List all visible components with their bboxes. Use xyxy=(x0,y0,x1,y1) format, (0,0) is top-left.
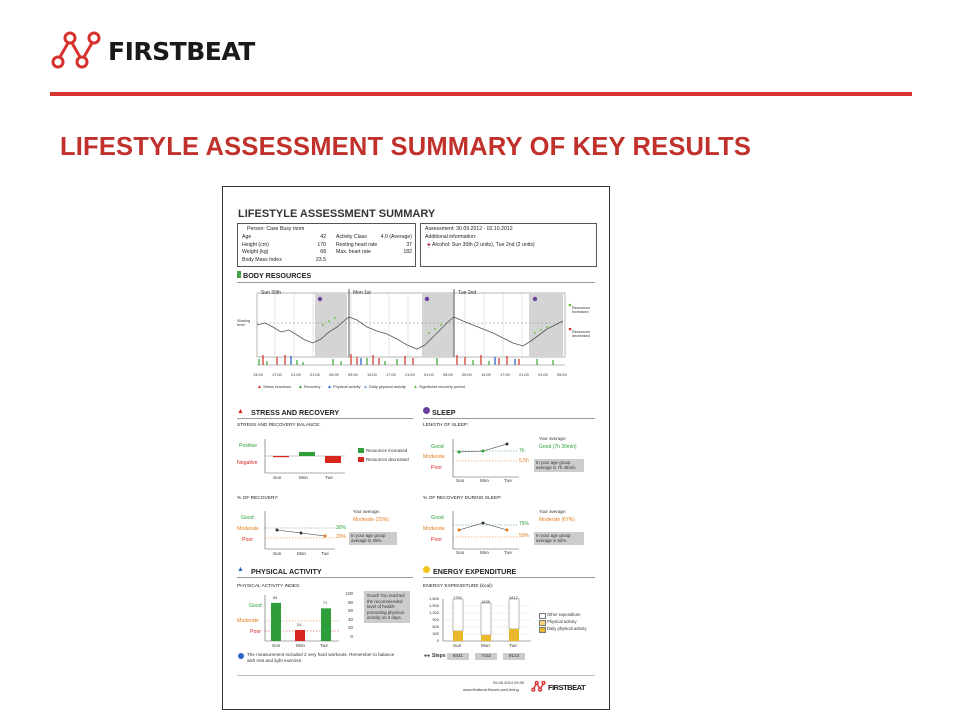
time-tick-label: 05:00 xyxy=(329,372,339,377)
steps-value: 8441 xyxy=(447,653,469,660)
balance-bar-sun xyxy=(273,456,289,457)
stress-recovery-rule xyxy=(237,418,413,419)
assessment-info-box xyxy=(420,223,597,267)
sleep-day-label: Tue xyxy=(504,478,512,483)
alcohol-info: Alcohol: Sun 30th (2 units), Tue 2nd (2 units) xyxy=(432,242,535,248)
sleep-recovery-chart xyxy=(451,509,521,553)
activity-day-label: Sun xyxy=(272,643,281,648)
energy-other-mon xyxy=(481,603,491,635)
legend-decreased-label: Resources decreased xyxy=(366,457,409,462)
brand-name: FIRSTBEAT xyxy=(108,37,255,66)
energy-legend-label: Other expenditure xyxy=(547,612,581,617)
energy-other-tue xyxy=(509,599,519,629)
time-tick-label: 17:00 xyxy=(500,372,510,377)
energy-axis-tick: 1,500 xyxy=(428,603,439,608)
time-tick-label: 21:00 xyxy=(405,372,415,377)
info-icon xyxy=(238,653,244,659)
sleep-avg-label: Your average: xyxy=(539,436,567,441)
sleep-recovery-label: % OF RECOVERY DURING SLEEP: xyxy=(423,496,502,501)
recovery-ref-low: 20% xyxy=(336,534,347,540)
balance-bar-mon xyxy=(299,452,315,456)
assessment-period: Assessment: 30.09.2012 - 02.10.2012 xyxy=(425,226,513,232)
positive-label: Positive xyxy=(239,443,258,449)
activity-note: Good! You reached the recommended level of health-promoting physical activity on 2 days. xyxy=(364,591,410,623)
recovery-level-poor: Poor xyxy=(242,537,253,543)
slide-title: LIFESTYLE ASSESSMENT SUMMARY OF KEY RESULTS xyxy=(60,133,752,161)
energy-rule xyxy=(423,577,595,578)
header-divider xyxy=(50,92,912,96)
person-attr-value: 42 xyxy=(320,234,326,240)
activity-bar-value: 24 xyxy=(297,622,302,627)
footer-date: 09.06.2014 09:30 xyxy=(493,680,525,685)
physical-activity-title: PHYSICAL ACTIVITY xyxy=(251,567,322,576)
person-attr-value: 68 xyxy=(320,249,326,255)
body-resources-day-tue: Tue 2nd xyxy=(458,290,477,296)
legend-decreased-swatch xyxy=(358,457,364,462)
footer-logo-icon xyxy=(531,680,547,693)
sleep-rec-point-tue xyxy=(506,529,509,532)
energy-total-label: 1628 xyxy=(481,599,490,604)
legend-item-label: Recovery xyxy=(304,384,321,389)
person-info-box xyxy=(237,223,416,267)
body-resources-day-sun: Sun 30th xyxy=(261,290,282,296)
legend-swatch: ▲ xyxy=(327,384,332,390)
energy-day-label: Sun xyxy=(453,643,462,648)
legend-item-label: Physical activity xyxy=(333,384,361,389)
activity-bar-value: 83 xyxy=(273,595,278,600)
time-tick-label: 17:00 xyxy=(272,372,282,377)
sleep-recovery-day-label: Tue xyxy=(504,550,512,555)
activity-index-label: PHYSICAL ACTIVITY INDEX: xyxy=(237,584,301,589)
activity-axis-tick: 0 xyxy=(350,633,353,639)
activity-chart xyxy=(263,593,343,645)
stress-recovery-icon: ▲ xyxy=(237,408,244,415)
starting-level-label: Starting level xyxy=(237,319,251,327)
sleep-group-note: In your age group average is 7h 46min. xyxy=(534,459,584,472)
energy-daily-sun xyxy=(453,631,463,641)
body-resources-title: BODY RESOURCES xyxy=(243,271,312,280)
legend-increased-swatch xyxy=(358,448,364,453)
energy-legend-swatch xyxy=(539,613,546,619)
energy-other-sun xyxy=(453,599,463,631)
report-title: LIFESTYLE ASSESSMENT SUMMARY xyxy=(238,208,436,220)
steps-value: 7432 xyxy=(475,653,497,660)
balance-day-label: Sun xyxy=(273,475,282,480)
activity-level-good: Good xyxy=(249,603,262,609)
balance-day-label: Mon xyxy=(299,475,308,480)
sleep-rec-avg-value: Moderate (67%) xyxy=(539,517,575,523)
person-attr-label: Age xyxy=(242,234,252,240)
energy-daily-mon xyxy=(481,635,491,641)
sleep-recovery-day-label: Mon xyxy=(480,550,489,555)
activity-axis-tick: 100 xyxy=(345,591,353,596)
time-tick-label: 09:00 xyxy=(348,372,358,377)
recovery-day-label: Sun xyxy=(273,551,282,556)
activity-bar-mon xyxy=(295,630,305,641)
energy-total-label: 1812 xyxy=(509,595,518,600)
sleep-title: SLEEP xyxy=(432,408,456,417)
activity-day-label: Mon xyxy=(296,643,305,648)
activity-axis-tick: 80 xyxy=(348,599,353,605)
recovery-ref-high: 30% xyxy=(336,525,347,531)
person-attr-label: Body Mass Index xyxy=(242,256,282,263)
activity-bar-tue xyxy=(321,608,331,641)
legend-increased-label: Resources increased xyxy=(366,448,408,453)
activity-day-label: Tue xyxy=(320,643,328,648)
activity-level-poor: Poor xyxy=(250,629,261,635)
energy-axis-tick: 300 xyxy=(432,631,439,636)
sleep-ref-low: 5,5h xyxy=(519,458,529,464)
steps-value: 9123 xyxy=(503,653,525,660)
energy-icon xyxy=(423,566,430,573)
sleep-length-chart xyxy=(451,437,521,481)
footer-rule xyxy=(237,675,595,676)
sleep-rule xyxy=(423,418,595,419)
sleep-rec-point-mon xyxy=(482,522,485,525)
resources-decreased-label: Resources decreased xyxy=(572,330,591,338)
stress-recovery-title: STRESS AND RECOVERY xyxy=(251,408,340,417)
energy-axis-tick: 1,200 xyxy=(428,610,439,615)
sleep-rec-level-good: Good xyxy=(431,515,444,521)
report-document xyxy=(222,186,610,710)
sleep-rec-level-moderate: Moderate xyxy=(423,526,445,532)
sleep-avg-value: Good (7h 30min) xyxy=(539,444,577,450)
energy-day-label: Tue xyxy=(509,643,517,648)
sleep-point-sun xyxy=(458,451,461,454)
sleep-rec-ref-high: 75% xyxy=(519,521,530,527)
person-name: Person: Case Busy mom xyxy=(247,226,305,232)
legend-item-label: Stress reactions xyxy=(263,384,291,389)
footprint-icon: ●● xyxy=(424,653,431,659)
time-tick-label: 01:00 xyxy=(424,372,434,377)
body-resources-icon xyxy=(237,271,241,278)
energy-legend-label: Daily physical activity xyxy=(547,626,587,631)
recovery-level-good: Good xyxy=(241,515,254,521)
firstbeat-logo-icon xyxy=(50,28,106,74)
energy-legend-swatch xyxy=(539,620,546,626)
person-attr-value: 170 xyxy=(317,241,326,248)
time-tick-label: 05:00 xyxy=(557,372,567,377)
balance-day-label: Tue xyxy=(325,475,333,480)
time-tick-label: 09:00 xyxy=(462,372,472,377)
resources-increased-label: Resources increased xyxy=(572,306,591,314)
recovery-day-label: Mon xyxy=(297,551,306,556)
sleep-length-label: LENGTH OF SLEEP: xyxy=(423,423,469,428)
legend-swatch: ▲ xyxy=(363,384,368,390)
energy-day-label: Mon xyxy=(481,643,490,648)
balance-label: STRESS AND RECOVERY BALANCE: xyxy=(237,423,321,428)
time-tick-label: 05:00 xyxy=(443,372,453,377)
body-resources-day-mon: Mon 1st xyxy=(353,290,371,296)
physical-activity-icon: ▲ xyxy=(237,566,244,573)
activity-axis-tick: 40 xyxy=(348,616,353,622)
activity-axis-tick: 60 xyxy=(348,608,353,613)
person-attr-label: Weight (kg) xyxy=(242,249,269,255)
time-tick-label: 13:00 xyxy=(367,372,377,377)
recovery-point-mon xyxy=(300,532,303,535)
energy-axis-tick: 600 xyxy=(432,624,439,629)
sleep-rec-group-note: In your age group average is 53%. xyxy=(534,532,584,545)
sleep-ref-high: 7h xyxy=(519,448,525,454)
energy-axis-tick: 0 xyxy=(436,638,439,643)
sleep-rec-ref-low: 50% xyxy=(519,533,530,539)
legend-swatch: ▲ xyxy=(413,384,418,390)
footer-url: www.firstbeat.fi/work-well-being xyxy=(463,687,519,692)
energy-legend-swatch xyxy=(539,627,546,633)
sleep-rec-point-sun xyxy=(458,529,461,532)
body-resources-rule xyxy=(237,282,595,283)
legend-swatch: ▲ xyxy=(257,384,262,390)
activity-bar-value: 71 xyxy=(323,601,328,606)
activity-footnote: The measurement included 2 very hard workouts. Remember to balance with rest and light exercise. xyxy=(247,652,395,663)
recovery-day-label: Tue xyxy=(321,551,329,556)
recovery-avg-value: Moderate (25%) xyxy=(353,517,389,523)
sleep-icon xyxy=(423,407,430,414)
activity-bar-sun xyxy=(271,603,281,641)
energy-legend-label: Physical activity xyxy=(547,619,577,624)
person-attr-label2: Activity Class xyxy=(336,234,367,240)
sleep-level-moderate: Moderate xyxy=(423,454,445,460)
energy-axis-tick: 900 xyxy=(432,617,439,622)
recovery-point-sun xyxy=(276,529,279,532)
recovery-point-tue xyxy=(324,535,327,538)
recovery-avg-label: Your average: xyxy=(353,509,381,514)
firstbeat-logo xyxy=(50,28,255,74)
time-tick-label: 01:00 xyxy=(310,372,320,377)
energy-axis-tick: 1,800 xyxy=(428,596,439,601)
energy-total-label: 1792 xyxy=(453,595,462,600)
person-attr-value2: 37 xyxy=(406,241,412,248)
time-tick-label: 01:00 xyxy=(538,372,548,377)
steps-label: Steps xyxy=(432,653,446,659)
energy-daily-tue xyxy=(509,629,519,641)
time-tick-label: 13:00 xyxy=(481,372,491,377)
sleep-rec-level-poor: Poor xyxy=(431,537,442,543)
time-tick-label: 21:00 xyxy=(291,372,301,377)
recovery-level-moderate: Moderate xyxy=(237,526,259,532)
physical-activity-rule xyxy=(237,577,413,578)
sleep-level-good: Good xyxy=(431,444,444,450)
energy-title: ENERGY EXPENDITURE xyxy=(433,567,517,576)
sleep-point-mon xyxy=(482,450,485,453)
sleep-day-label: Mon xyxy=(480,478,489,483)
energy-label: ENERGY EXPENDITURE (kcal): xyxy=(423,584,494,589)
glass-icon: 🍷 xyxy=(425,243,433,249)
person-attr-value: 23.5 xyxy=(315,256,326,263)
activity-axis-tick: 20 xyxy=(348,625,353,630)
person-attr-label2: Resting heart rate xyxy=(336,241,378,248)
time-tick-label: 17:00 xyxy=(386,372,396,377)
sleep-rec-avg-label: Your average: xyxy=(539,509,567,514)
recovery-group-note: In your age group average is 25%. xyxy=(349,532,397,545)
additional-info-label: Additional information: xyxy=(425,234,477,240)
legend-item-label: Daily physical activity xyxy=(369,384,406,389)
legend-swatch: ▲ xyxy=(298,384,303,390)
balance-bar-tue xyxy=(325,456,341,463)
legend-item-label: Significant recovery period xyxy=(419,384,465,389)
sleep-day-label: Sun xyxy=(456,478,465,483)
footer-brand: FIRSTBEAT xyxy=(548,683,586,692)
time-tick-label: 13:00 xyxy=(253,372,263,377)
person-attr-label: Height (cm) xyxy=(242,241,269,248)
negative-label: Negative xyxy=(237,460,258,466)
sleep-recovery-day-label: Sun xyxy=(456,550,465,555)
sleep-point-tue xyxy=(506,443,509,446)
person-attr-value2: 182 xyxy=(403,249,412,255)
activity-level-moderate: Moderate xyxy=(237,618,259,624)
person-attr-label2: Max. heart rate xyxy=(336,249,371,255)
time-tick-label: 21:00 xyxy=(519,372,529,377)
sleep-level-poor: Poor xyxy=(431,465,442,471)
recovery-chart xyxy=(263,509,337,553)
person-attr-value2: 4.0 (Average) xyxy=(380,234,412,240)
recovery-label: % OF RECOVERY: xyxy=(237,496,279,501)
